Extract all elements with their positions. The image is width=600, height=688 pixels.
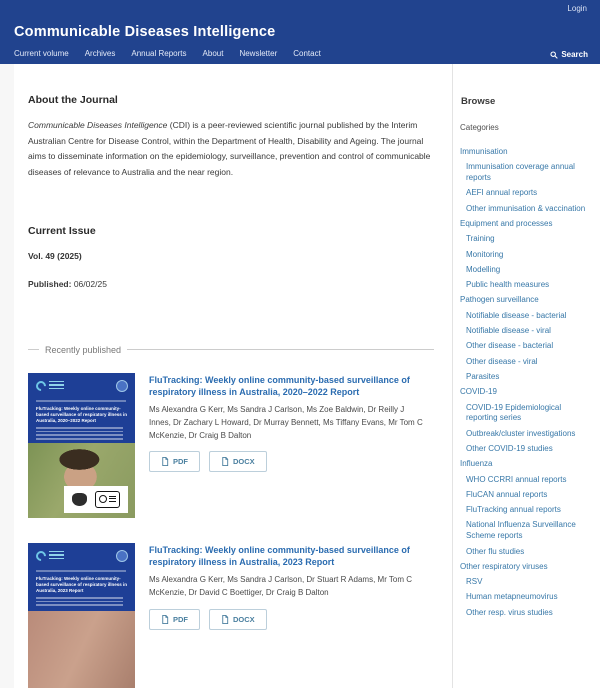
recently-published-divider (28, 345, 434, 355)
cover-metadata-line (36, 400, 126, 402)
article-title-link[interactable]: FluTracking: Weekly online community-based surveillance of respiratory illness in Australia, 2023 Report (149, 544, 410, 568)
article-title-link[interactable]: FluTracking: Weekly online community-based surveillance of respiratory illness in Australia, 2020–2022 Report (149, 374, 410, 398)
cdc-logo-icon (95, 491, 120, 508)
published-label: Published: (28, 278, 72, 289)
nav-newsletter[interactable]: Newsletter (239, 49, 278, 58)
current-issue-section (28, 225, 434, 289)
category-parasites[interactable]: Parasites (466, 371, 500, 381)
divider-line-right (127, 349, 434, 350)
australian-government-crest-icon (72, 493, 87, 506)
nav-archives[interactable]: Archives (84, 49, 116, 58)
category-modelling[interactable]: Modelling (466, 264, 501, 274)
galley-buttons (149, 451, 434, 472)
article-cover-thumbnail[interactable] (28, 373, 135, 518)
docx-button[interactable] (209, 609, 267, 630)
divider-line-left (28, 349, 39, 350)
category-immunisation-coverage-annual-reports[interactable]: Immunisation coverage annual reports (466, 162, 575, 183)
category-other-flu-studies[interactable]: Other flu studies (466, 546, 525, 556)
article-item (28, 373, 434, 518)
browse-heading: Browse (461, 96, 496, 107)
category-rsv[interactable]: RSV (466, 577, 483, 587)
cover-badge-icon (116, 380, 128, 392)
category-notifiable-disease-bacterial[interactable]: Notifiable disease - bacterial (466, 310, 567, 320)
published-date: 06/02/25 (73, 278, 107, 289)
article-details (149, 373, 434, 518)
docx-button[interactable] (209, 451, 267, 472)
cdi-cover-logo-icon (36, 381, 64, 391)
galley-buttons (149, 609, 434, 630)
pdf-button-label: PDF (173, 457, 188, 467)
search-icon (550, 51, 558, 59)
cdi-logo-text-lines (49, 381, 64, 391)
pdf-button[interactable] (149, 609, 200, 630)
category-other-disease-bacterial[interactable]: Other disease - bacterial (466, 341, 554, 351)
article-item (28, 543, 434, 688)
category-influenza[interactable]: Influenza (460, 459, 493, 469)
cdi-cover-logo-icon (36, 551, 64, 561)
category-flucan-annual-reports[interactable]: FluCAN annual reports (466, 489, 548, 499)
article-cover-thumbnail[interactable] (28, 543, 135, 688)
about-text-rest: (CDI) is a peer-reviewed scientific journal published by the Interim Australian Centre for Disease Control, within the Department of Health, Disability and Ageing. The journal aims to disseminate information on the epidemiology, surveillance, prevention and control of communicable diseases of relevance to Australia and the near region. (28, 120, 431, 178)
cdi-logo-mark-icon (34, 379, 48, 393)
category-other-immunisation-vaccination[interactable]: Other immunisation & vaccination (466, 203, 586, 213)
nav-contact[interactable]: Contact (293, 49, 321, 58)
category-monitoring[interactable]: Monitoring (466, 249, 504, 259)
current-issue-heading: Current Issue (28, 224, 96, 237)
cover-title-text: FluTracking: Weekly online community-based surveillance of respiratory illness in Australia, 2020–2022 Report (36, 405, 128, 423)
category-list (460, 147, 594, 619)
about-journal-text (28, 118, 434, 181)
docx-button-label: DOCX (233, 457, 255, 467)
cover-logos-strip (64, 486, 128, 513)
site-header (0, 0, 600, 64)
sidebar (452, 64, 600, 688)
category-pathogen-surveillance[interactable]: Pathogen surveillance (460, 295, 539, 305)
page-body (14, 64, 600, 688)
pdf-button[interactable] (149, 451, 200, 472)
category-covid-19-epidemiological-reporting-series[interactable]: COVID-19 Epidemiological reporting series (466, 402, 562, 423)
site-title[interactable]: Communicable Diseases Intelligence (14, 24, 276, 40)
nav-current-volume[interactable]: Current volume (14, 49, 69, 58)
article-authors: Ms Alexandra G Kerr, Ms Sandra J Carlson, Ms Zoe Baldwin, Dr Reilly J Innes, Dr Zachary L Howard, Dr Murray Bennett, Ms Tiffany Evans, Mr Tom C McKenzie, Dr Craig B Dalton (149, 405, 423, 440)
nav-about[interactable]: About (202, 49, 224, 58)
category-notifiable-disease-viral[interactable]: Notifiable disease - viral (466, 326, 551, 336)
category-other-covid-19-studies[interactable]: Other COVID-19 studies (466, 443, 553, 453)
category-other-respiratory-viruses[interactable]: Other respiratory viruses (460, 561, 548, 571)
docx-file-icon (221, 457, 229, 466)
search-button[interactable] (550, 50, 588, 59)
category-human-metapneumovirus[interactable]: Human metapneumovirus (466, 592, 558, 602)
docx-button-label: DOCX (233, 614, 255, 624)
cdi-logo-mark-icon (34, 549, 48, 563)
login-link[interactable]: Login (567, 4, 587, 13)
pdf-button-label: PDF (173, 614, 188, 624)
cover-metadata-line (36, 570, 126, 572)
pdf-file-icon (161, 615, 169, 624)
cover-author-lines (36, 597, 123, 608)
cover-photo (28, 611, 135, 688)
category-public-health-measures[interactable]: Public health measures (466, 280, 550, 290)
cover-title-text: FluTracking: Weekly online community-based surveillance of respiratory illness in Australia, 2023 Report (36, 575, 128, 593)
category-equipment-and-processes[interactable]: Equipment and processes (460, 218, 553, 228)
current-issue-volume: Vol. 49 (2025) (28, 250, 82, 261)
category-training[interactable]: Training (466, 234, 495, 244)
cdi-logo-text-lines (49, 551, 64, 561)
category-flutracking-annual-reports[interactable]: FluTracking annual reports (466, 505, 561, 515)
categories-label: Categories (460, 123, 499, 132)
category-aefi-annual-reports[interactable]: AEFI annual reports (466, 188, 538, 198)
nav-annual-reports[interactable]: Annual Reports (131, 49, 187, 58)
search-label: Search (561, 50, 588, 59)
docx-file-icon (221, 615, 229, 624)
article-authors: Ms Alexandra G Kerr, Ms Sandra J Carlson, Dr Stuart R Adams, Mr Tom C McKenzie, Dr David C Boettiger, Dr Craig B Dalton (149, 575, 413, 597)
published-line (28, 279, 434, 289)
category-immunisation[interactable]: Immunisation (460, 147, 508, 156)
about-journal-heading: About the Journal (28, 94, 118, 106)
journal-name-italic: Communicable Diseases Intelligence (28, 120, 168, 130)
article-details (149, 543, 434, 688)
main-nav (14, 49, 321, 58)
category-other-resp-virus-studies[interactable]: Other resp. virus studies (466, 607, 553, 617)
category-national-influenza-surveillance-scheme-reports[interactable]: National Influenza Surveillance Scheme reports (466, 520, 576, 541)
cover-badge-icon (116, 550, 128, 562)
pdf-file-icon (161, 457, 169, 466)
cover-author-lines (36, 427, 123, 442)
category-covid-19[interactable]: COVID-19 (460, 387, 497, 397)
main-column (14, 64, 452, 688)
category-who-ccrri-annual-reports[interactable]: WHO CCRRI annual reports (466, 474, 567, 484)
category-other-disease-viral[interactable]: Other disease - viral (466, 356, 538, 366)
recently-published-label: Recently published (45, 344, 122, 355)
category-outbreak-cluster-investigations[interactable]: Outbreak/cluster investigations (466, 428, 576, 438)
